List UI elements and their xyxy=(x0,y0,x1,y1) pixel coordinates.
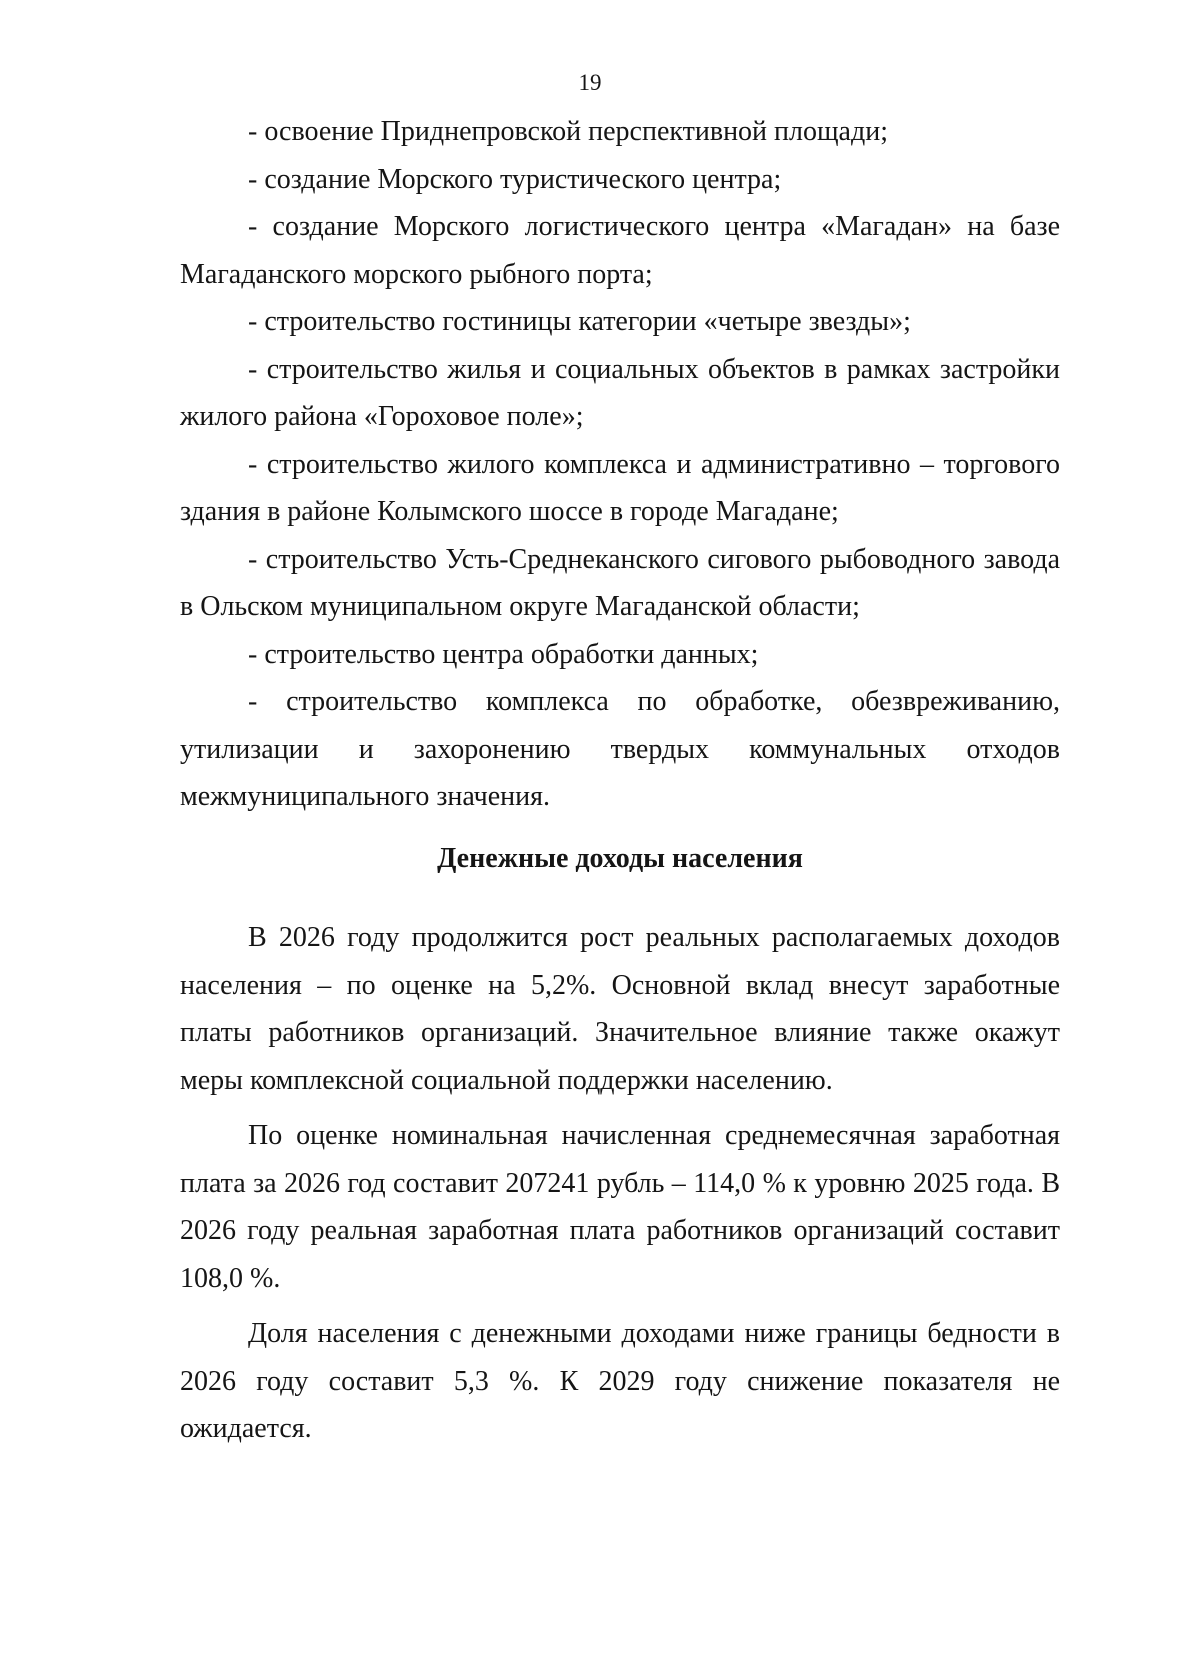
body-paragraph: В 2026 году продолжится рост реальных располагаемых доходов населения – по оценке на 5,2%. Основной вклад внесут заработные платы работников организаций. Значительное влияние также окажут меры комплексной социальной поддержки населению. xyxy=(180,922,1060,1096)
body-paragraph: Доля населения с денежными доходами ниже границы бедности в 2026 году составит 5,3 %. К 2029 году снижение показателя не ожидается. xyxy=(180,1318,1060,1444)
body-paragraph: По оценке номинальная начисленная среднемесячная заработная плата за 2026 год составит 207241 рубль – 114,0 % к уровню 2025 года. В 2026 году реальная заработная плата работников организаций составит 108,0 %. xyxy=(180,1120,1060,1294)
list-item: - строительство центра обработки данных; xyxy=(248,638,759,670)
list-item: - строительство жилья и социальных объектов в рамках застройки жилого района «Гороховое поле»; xyxy=(180,353,1060,432)
list-item: - строительство жилого комплекса и административно – торгового здания в районе Колымского шоссе в городе Магадане; xyxy=(180,448,1060,527)
list-item: - создание Морского логистического центра «Магадан» на базе Магаданского морского рыбного порта; xyxy=(180,211,1060,290)
list-item: - строительство Усть-Среднеканского сигового рыбоводного завода в Ольском муниципальном округе Магаданской области; xyxy=(180,543,1060,622)
page-number: 19 xyxy=(578,70,602,95)
document-body xyxy=(180,108,1060,1453)
list-item: - строительство комплекса по обработке, обезвреживанию, утилизации и захоронению твердых коммунальных отходов межмуниципального значения. xyxy=(180,686,1060,812)
list-item: - создание Морского туристического центра; xyxy=(248,163,782,195)
section-heading: Денежные доходы населения xyxy=(437,842,803,874)
list-item: - освоение Приднепровской перспективной площади; xyxy=(248,116,888,147)
list-item: - строительство гостиницы категории «четыре звезды»; xyxy=(248,306,911,337)
